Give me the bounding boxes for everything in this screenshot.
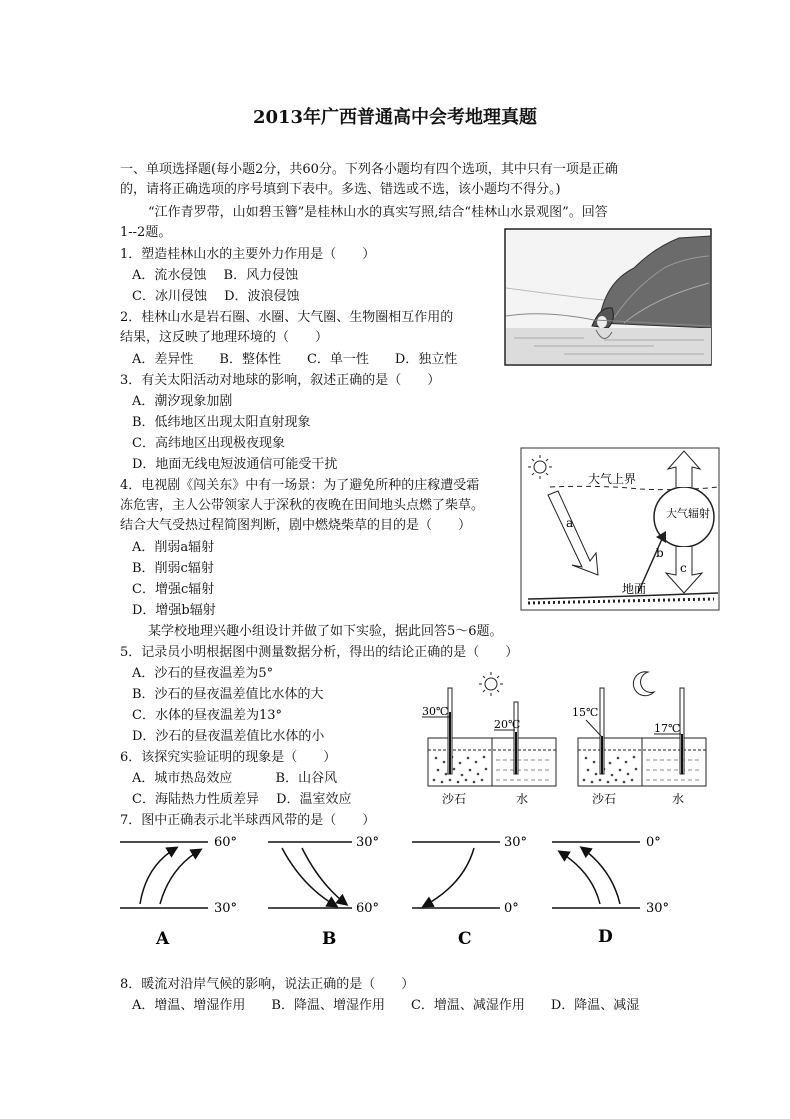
q5-option-c: C．水体的昼夜温差为13°	[132, 708, 282, 723]
q3-option-d: D．地面无线电短波通信可能受干扰	[132, 457, 338, 472]
q4-stem-line1: 4．电视剧《闯关东》中有一场景：为了避免所种的庄稼遭受霜	[120, 478, 480, 493]
option-b-letter: B	[322, 929, 337, 949]
page-title: 2013年广西普通高中会考地理真题	[252, 107, 538, 128]
radiation-b-label: b	[656, 546, 664, 560]
option-d-top-latitude: 0°	[646, 835, 661, 850]
intro-2: 某学校地理兴趣小组设计并做了如下实验，据此回答5～6题。	[148, 624, 503, 639]
option-c-top-latitude: 30°	[504, 835, 528, 850]
night-sand-temp: 15℃	[572, 706, 599, 719]
q1-options-ab: A．流水侵蚀 B．风力侵蚀	[132, 268, 299, 283]
atmosphere-upper-label: 大气上界	[588, 472, 637, 486]
q5-stem: 5．记录员小明根据图中测量数据分析，得出的结论正确的是（ ）	[120, 645, 519, 660]
intro-1-line1: “江作青罗带，山如碧玉簪”是桂林山水的真实写照,结合“桂林山水景观图”。回答	[148, 205, 608, 220]
option-a-top-latitude: 60°	[214, 835, 238, 850]
radiation-a-label: a	[566, 516, 574, 530]
day-water-label: 水	[516, 792, 529, 806]
q4-option-c: C．增强c辐射	[132, 582, 215, 597]
q3-stem: 3．有关太阳活动对地球的影响，叙述正确的是（ ）	[120, 373, 441, 388]
q4-option-b: B．削弱c辐射	[132, 561, 214, 576]
wind-option-b	[268, 835, 379, 949]
night-sand-label: 沙石	[592, 792, 617, 806]
q3-option-a: A．潮汐现象加剧	[132, 394, 233, 409]
q1-options-cd: C．冰川侵蚀 D．波浪侵蚀	[132, 289, 300, 304]
intro-1-line2: 1--2题。	[120, 225, 172, 240]
q1-stem: 1．塑造桂林山水的主要外力作用是（ ）	[120, 247, 376, 262]
sand-water-experiment-diagram	[418, 668, 718, 810]
option-d-letter: D	[598, 927, 613, 947]
q6-stem: 6．该探究实验证明的现象是（ ）	[120, 750, 337, 765]
day-sand-temp: 30℃	[422, 705, 449, 718]
ground-label: 地面	[622, 582, 647, 596]
option-c-letter: C	[458, 929, 472, 949]
option-b-bottom-latitude: 60°	[356, 901, 380, 916]
q5-option-a: A．沙石的昼夜温差为5°	[132, 666, 274, 681]
atmosphere-heating-diagram	[520, 447, 720, 612]
option-a-bottom-latitude: 30°	[214, 901, 238, 916]
option-b-top-latitude: 30°	[356, 835, 380, 850]
q4-option-a: A．削弱a辐射	[132, 540, 215, 555]
moon-icon	[633, 672, 654, 696]
section-header-line2: 的，请将正确选项的序号填到下表中。多选、错选或不选，该小题均不得分。)	[120, 182, 561, 197]
q3-option-b: B．低纬地区出现太阳直射现象	[132, 415, 311, 430]
day-water-temp: 20℃	[494, 718, 521, 731]
q4-option-d: D．增强b辐射	[132, 603, 216, 618]
guilin-landscape-image	[504, 228, 712, 366]
day-sand-label: 沙石	[442, 792, 467, 806]
q4-stem-line3: 结合大气受热过程简图判断，剧中燃烧柴草的目的是（ ）	[120, 518, 472, 533]
option-c-bottom-latitude: 0°	[504, 901, 519, 916]
q6-options-cd: C．海陆热力性质差异 D．温室效应	[132, 792, 352, 807]
q2-stem-line2: 结果，这反映了地理环境的（ ）	[120, 330, 329, 345]
q6-options-ab: A．城市热岛效应 B．山谷风	[132, 771, 338, 786]
q5-option-b: B．沙石的昼夜温差值比水体的大	[132, 687, 324, 702]
night-water-label: 水	[672, 792, 685, 806]
q7-stem: 7．图中正确表示北半球西风带的是（ ）	[120, 813, 376, 828]
wind-option-c	[412, 835, 527, 949]
wind-option-d	[552, 835, 669, 947]
option-a-letter: A	[156, 929, 170, 949]
wind-option-a	[120, 835, 237, 949]
atmospheric-radiation-label: 大气辐射	[666, 507, 710, 520]
night-water-temp: 17℃	[654, 722, 681, 735]
q8-stem: 8．暖流对沿岸气候的影响，说法正确的是（ ）	[120, 977, 415, 992]
q2-options: A．差异性 B．整体性 C．单一性 D．独立性	[132, 352, 458, 367]
q5-option-d: D．沙石的昼夜温差值比水体的小	[132, 729, 325, 744]
radiation-c-label: c	[680, 561, 687, 575]
q3-option-c: C．高纬地区出现极夜现象	[132, 436, 285, 451]
q4-stem-line2: 冻危害，主人公带领家人于深秋的夜晚在田间地头点燃了柴草。	[120, 498, 485, 513]
q8-options: A．增温、增湿作用 B．降温、增湿作用 C．增温、减湿作用 D．降温、减湿	[132, 998, 640, 1013]
option-d-bottom-latitude: 30°	[646, 901, 670, 916]
q2-stem-line1: 2．桂林山水是岩石圈、水圈、大气圈、生物圈相互作用的	[120, 310, 454, 325]
wind-belt-options-diagram	[112, 826, 692, 950]
sun-icon	[479, 672, 503, 696]
section-header-line1: 一、单项选择题(每小题2分，共60分。下列各小题均有四个选项，其中只有一项是正确	[120, 162, 618, 177]
